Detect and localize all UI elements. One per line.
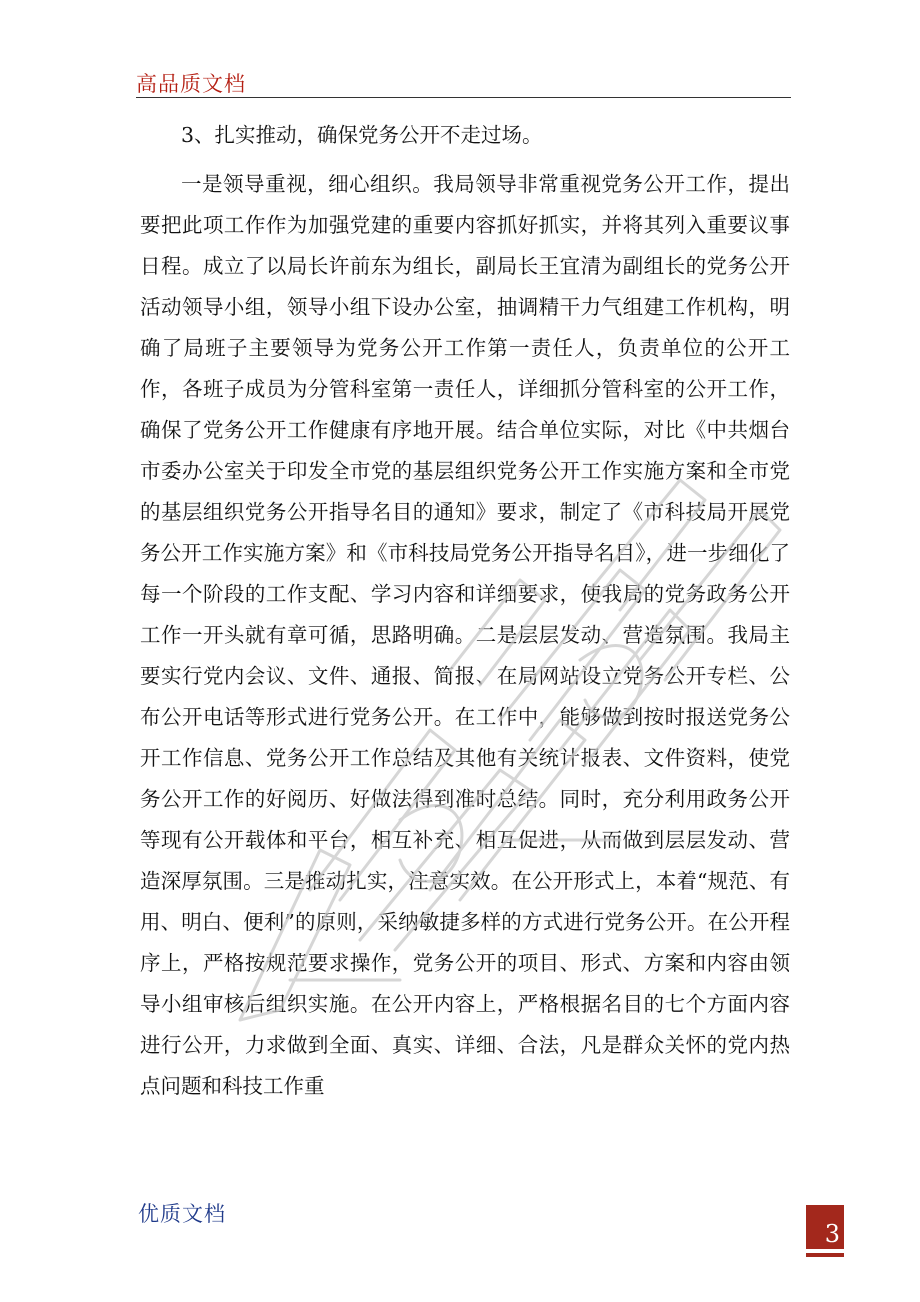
- section-subheading: 3、扎实推动，确保党务公开不走过场。: [181, 123, 543, 147]
- header-divider: [136, 97, 791, 98]
- footer-title: 优质文档: [138, 1202, 226, 1226]
- page-badge-underline: [806, 1253, 844, 1257]
- body-paragraph: 一是领导重视，细心组织。我局领导非常重视党务公开工作，提出要把此项工作作为加强党建的重要内容抓好抓实，并将其列入重要议事日程。成立了以局长许前东为组长，副局长王宜清为副组长的党务公开活动领导小组，领导小组下设办公室，抽调精干力气组建工作机构，明确了局班子主要领导为党务公开工作第一责任人，负责单位的公开工作，各班子成员为分管科室第一责任人，详细抓分管科室的公开工作，确保了党务公开工作健康有序地开展。结合单位实际，对比《中共烟台市委办公室关于印发全市党的基层组织党务公开工作实施方案和全市党的基层组织党务公开指导名目的通知》要求，制定了《市科技局开展党务公开工作实施方案》和《市科技局党务公开指导名目》，进一步细化了每一个阶段的工作支配、学习内容和详细要求，使我局的党务政务公开工作一开头就有章可循，思路明确。二是层层发动、营造氛围。我局主要实行党内会议、文件、通报、简报、在局网站设立党务公开专栏、公布公开电话等形式进行党务公开。在工作中，能够做到按时报送党务公开工作信息、党务公开工作总结及其他有关统计报表、文件资料，使党务公开工作的好阅历、好做法得到准时总结。同时，充分利用政务公开等现有公开载体和平台，相互补充、相互促进，从而做到层层发动、营造深厚氛围。三是推动扎实，注意实效。在公开形式上，本着“规范、有用、明白、便利”的原则，采纳敏捷多样的方式进行党务公开。在公开程序上，严格按规范要求操作，党务公开的项目、形式、方案和内容由领导小组审核后组织实施。在公开内容上，严格根据名目的七个方面内容进行公开，力求做到全面、真实、详细、合法，凡是群众关怀的党内热点问题和科技工作重: [140, 172, 790, 1098]
- document-body: [140, 115, 790, 1107]
- page-number-badge: 3: [806, 1205, 844, 1249]
- header-title: 高品质文档: [136, 72, 246, 96]
